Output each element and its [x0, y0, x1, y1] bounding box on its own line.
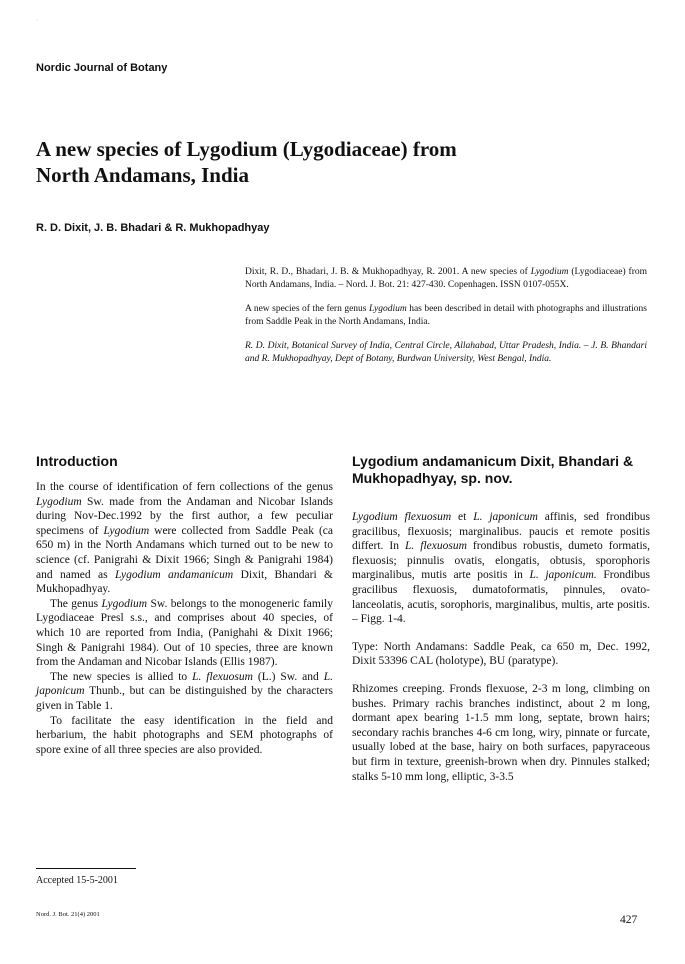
- abstract-block: [245, 266, 647, 377]
- footnote-rule: [36, 868, 136, 869]
- author-affiliation: R. D. Dixit, Botanical Survey of India, Central Circle, Allahabad, Uttar Pradesh, India. – J. B. Bhandari and R. Mukhopadhyay, Dept of Botany, Burdwan University, West Bengal, India.: [245, 341, 647, 364]
- latin-diagnosis: Lygodium flexuosum et L. japonicum affinis, sed frondibus gracilibus, flexuosis; marginalibus. paucis et remote positis differt. In L. flexuosum frondibus robustis, dumeto formatis, flexuosis; pinnulis ovatis, elongatis, obtusis, sporophoris marginalibus, mutis arte positis in L. japonicum. Frondibus gracilibus flexuosis, dumatoformatis, pinnules, ovato-lanceolatis, acutis, sorophoris, marginalibus, multis, arte positis. – Figg. 1-4.: [352, 511, 650, 626]
- title-line-1: A new species of Lygodium (Lygodiaceae) from: [36, 137, 457, 161]
- citation: Dixit, R. D., Bhadari, J. B. & Mukhopadhyay, R. 2001. A new species of Lygodium (Lygodiaceae) from North Andamans, India. – Nord. J. Bot. 21: 427-430. Copenhagen. ISSN 0107-055X.: [245, 267, 648, 290]
- type-specimen: Type: North Andamans: Saddle Peak, ca 650 m, Dec. 1992, Dixit 53396 CAL (holotype), BU (paratype).: [352, 640, 650, 668]
- journal-reference: Nord. J. Bot. 21(4) 2001: [36, 911, 100, 918]
- species-heading: Lygodium andamanicum Dixit, Bhandari & Mukhopadhyay, sp. nov.: [352, 453, 634, 486]
- title-line-2: North Andamans, India: [36, 163, 249, 187]
- corner-mark: ·: [36, 18, 38, 24]
- abstract-summary: A new species of the fern genus Lygodium has been described in detail with photographs and illustrations from Saddle Peak in the North Andamans, India.: [245, 304, 648, 327]
- intro-paragraph-3: The new species is allied to L. flexuosum (L.) Sw. and L. japonicum Thunb., but can be distinguished by the characters given in Table 1.: [36, 670, 334, 712]
- introduction-text: [36, 480, 333, 757]
- morphological-description: Rhizomes creeping. Fronds flexuose, 2-3 m long, climbing on bushes. Primary rachis branches indistinct, about 2 m long, dormant apex bearing 1-1.5 mm long, septate, brown hairs; secondary rachis branches 4-6 cm long, wiry, pinnate or furcate, usually lobed at the base, hairy on both surfaces, papyraceous but firm in texture, greenish-brown when dry. Pinnules stalked; stalks 5-10 mm long, elliptic, 3-3.5: [352, 682, 650, 783]
- accepted-date: Accepted 15-5-2001: [36, 875, 118, 886]
- species-description: [352, 510, 650, 784]
- article-title: [36, 136, 636, 188]
- intro-paragraph-4: To facilitate the easy identification in the field and herbarium, the habit photographs and SEM photographs of spore exine of all three species are also provided.: [36, 714, 333, 756]
- journal-name: Nordic Journal of Botany: [36, 62, 168, 74]
- author-list: R. D. Dixit, J. B. Bhadari & R. Mukhopadhyay: [36, 222, 270, 234]
- page-number: 427: [620, 914, 638, 926]
- introduction-heading: Introduction: [36, 453, 118, 469]
- intro-paragraph-1: In the course of identification of fern collections of the genus Lygodium Sw. made from the Andaman and Nicobar Islands during Nov-Dec.1992 by the first author, a few peculiar specimens of Lygodium were collected from Saddle Peak (ca 650 m) in the North Andamans which turned out to be new to science (cf. Panigrahi & Dixit 1966; Singh & Panigrahi 1984) and named as Lygodium andamanicum Dixit, Bhandari & Mukhopadhyay.: [36, 481, 333, 596]
- intro-paragraph-2: The genus Lygodium Sw. belongs to the monogeneric family Lygodiaceae Presl s.s., and comprises about 40 species, of which 10 are reported from India, (Panighahi & Dixit 1966; Singh & Panigrahi 1984). Out of 10 species, three are known from the Andaman and Nicobar Islands (Ellis 1987).: [36, 597, 333, 669]
